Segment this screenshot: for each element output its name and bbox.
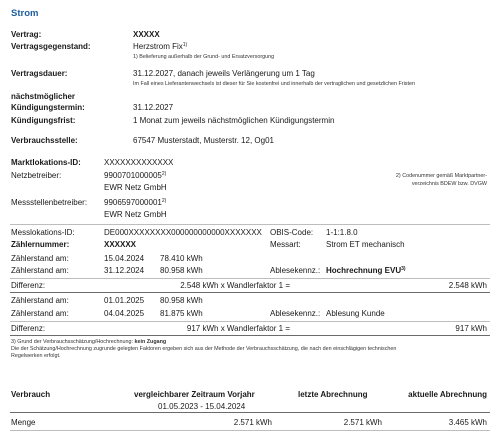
mess-label: Messstellenbetreiber:: [11, 198, 88, 207]
stelle-value: 67547 Musterstadt, Musterstr. 12, Og01: [133, 136, 274, 145]
divider: [10, 335, 490, 336]
b1-diff-label: Differenz:: [11, 281, 46, 290]
b1-ablese-value: Hochrechnung EVU$^{3)}$: [326, 266, 406, 275]
cons-row-prev: 2.571 kWh: [233, 418, 272, 427]
dauer-value: 31.12.2027, danach jeweils Verlängerung um 1 Tag: [133, 69, 315, 78]
b2-row1-value: 80.958 kWh: [160, 296, 203, 305]
messart-value: Strom ET mechanisch: [326, 240, 405, 249]
malo-label: Marktlokations-ID:: [11, 158, 81, 167]
section-title: Strom: [11, 8, 39, 19]
cons-col-letzte: letzte Abrechnung: [298, 390, 368, 399]
cons-row-last: 2.571 kWh: [343, 418, 382, 427]
vertrag-value: XXXXX: [133, 30, 160, 39]
obis-value: 1-1:1.8.0: [326, 228, 358, 237]
note3-line3: Regelwerken erfolgt.: [11, 353, 61, 359]
b2-row2-date: 04.04.2025: [104, 309, 145, 318]
naechst-value: 31.12.2027: [133, 103, 174, 112]
cons-period: 01.05.2023 - 15.04.2024: [158, 402, 246, 411]
melo-value: DE000XXXXXXXX000000000000XXXXXXX: [104, 228, 262, 237]
gegenstand-value: Herzstrom Fix$^{1)}$: [133, 42, 188, 51]
b1-ablese-label: Ablesekennz.:: [270, 266, 321, 275]
frist-value: 1 Monat zum jeweils nächstmöglichen Kündigungstermin: [133, 116, 335, 125]
note3-line2: Die der Schätzung/Hochrechnung zugrunde gelegten Faktoren ergeben sich aus der Methode der Verbrauchsschätzung, die nach den einschlägigen technischen: [11, 346, 397, 352]
frist-label: Kündigungsfrist:: [11, 116, 76, 125]
b1-diff-calc: 2.548 kWh x Wandlerfaktor 1 =: [180, 281, 290, 290]
note3: 3) Grund der Verbrauchsschätzung/Hochrechnung: kein Zugang: [11, 339, 167, 345]
b2-diff-calc: 917 kWh x Wandlerfaktor 1 =: [186, 324, 290, 333]
b2-row1-date: 01.01.2025: [104, 296, 145, 305]
gegenstand-note: 1) Belieferung außerhalb der Grund- und Ersatzversorgung: [133, 54, 275, 60]
stelle-label: Verbrauchsstelle:: [11, 136, 78, 145]
zaehler-value: XXXXXX: [104, 240, 137, 249]
b2-row2-label: Zählerstand am:: [11, 309, 69, 318]
cons-col-verbrauch: Verbrauch: [11, 390, 51, 399]
b2-row1-label: Zählerstand am:: [11, 296, 69, 305]
malo-value: XXXXXXXXXXXXX: [104, 158, 174, 167]
vertrag-label: Vertrag:: [11, 30, 42, 39]
mess-code: 9906597000001$^{2)}$: [104, 198, 167, 207]
b2-diff-label: Differenz:: [11, 324, 46, 333]
b1-row2-label: Zählerstand am:: [11, 266, 69, 275]
b1-row1-label: Zählerstand am:: [11, 254, 69, 263]
zaehler-label: Zählernummer:: [11, 240, 70, 249]
netz-label: Netzbetreiber:: [11, 171, 62, 180]
messart-label: Messart:: [270, 240, 301, 249]
code-note-1: 2) Codenummer gemäß Marktpartner-: [395, 173, 487, 179]
dauer-label: Vertragsdauer:: [11, 69, 68, 78]
netz-code: 9900701000005$^{2)}$: [104, 171, 167, 180]
cons-col-aktuelle: aktuelle Abrechnung: [408, 390, 487, 399]
divider: [10, 430, 490, 431]
b1-row2-value: 80.958 kWh: [160, 266, 203, 275]
gegenstand-label: Vertragsgegenstand:: [11, 42, 91, 51]
dauer-note: Im Fall eines Lieferantenwechsels ist dieser für Sie kostenfrei und innerhalb der vertraglichen und gesetzlichen Fristen: [133, 81, 415, 87]
cons-col-vorjahr: vergleichbarer Zeitraum Vorjahr: [134, 390, 255, 399]
naechst-label-1: nächstmöglicher: [11, 92, 76, 101]
b1-row1-value: 78.410 kWh: [160, 254, 203, 263]
naechst-label-2: Kündigungstermin:: [11, 103, 85, 112]
b2-ablese-value: Ablesung Kunde: [326, 309, 385, 318]
b1-row2-date: 31.12.2024: [104, 266, 145, 275]
divider: [10, 292, 490, 293]
b2-row2-value: 81.875 kWh: [160, 309, 203, 318]
divider: [10, 278, 490, 279]
divider: [10, 321, 490, 322]
b2-diff-result: 917 kWh: [455, 324, 487, 333]
cons-row-label: Menge: [11, 418, 36, 427]
code-note-2: verzeichnis BDEW bzw. DVGW: [411, 181, 487, 187]
netz-name: EWR Netz GmbH: [104, 183, 167, 192]
obis-label: OBIS-Code:: [270, 228, 314, 237]
mess-name: EWR Netz GmbH: [104, 210, 167, 219]
melo-label: Messlokations-ID:: [11, 228, 75, 237]
divider: [10, 412, 490, 413]
b1-diff-result: 2.548 kWh: [448, 281, 487, 290]
divider: [10, 224, 490, 225]
cons-row-current: 3.465 kWh: [448, 418, 487, 427]
b1-row1-date: 15.04.2024: [104, 254, 145, 263]
b2-ablese-label: Ablesekennz.:: [270, 309, 321, 318]
